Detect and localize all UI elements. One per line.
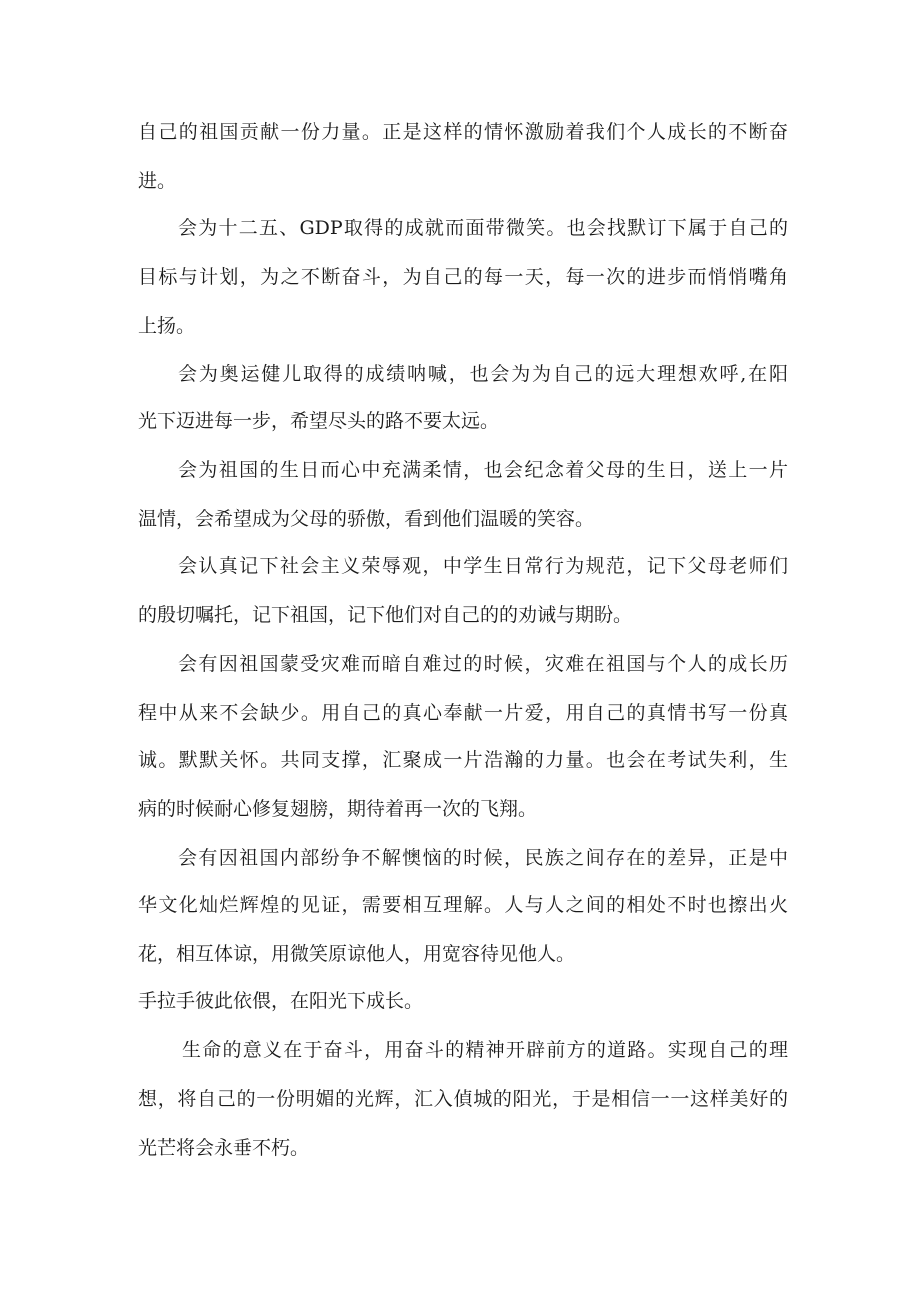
- text-line: 华文化灿烂辉煌的见证，需要相互理解。人与人之间的相处不时也擦出火: [138, 894, 788, 916]
- paragraph-first-line: 会认真记下社会主义荣辱观，中学生日常行为规范，记下父母老师们: [178, 555, 788, 577]
- text-line: 温情，会希望成为父母的骄傲，看到他们温暖的笑容。: [138, 508, 595, 530]
- text-line: 花，相互体谅，用微笑原谅他人，用宽容待见他人。: [138, 943, 576, 965]
- text-line: 光芒将会永垂不朽。: [138, 1137, 310, 1159]
- text-line: 进。: [138, 170, 177, 192]
- text-line: 手拉手彼此依偎，在阳光下成长。: [138, 990, 424, 1012]
- text-line: 病的时候耐心修复翅膀，期待着再一次的飞翔。: [138, 798, 538, 820]
- text-line: 上扬。: [138, 315, 196, 337]
- paragraph-first-line: 会为十二五、GDP取得的成就而面带微笑。也会找默订下属于自己的: [178, 217, 788, 239]
- text-line: 光下迈进每一步，希望尽头的路不要太远。: [138, 410, 500, 432]
- text-line: 诚。默默关怀。共同支撑，汇聚成一片浩瀚的力量。也会在考试失利，生: [138, 749, 788, 771]
- text-line: 程中从来不会缺少。用自己的真心奉献一片爱，用自己的真情书写一份真: [138, 702, 788, 724]
- paragraph-first-line: 会有因祖国蒙受灾难而暗自难过的时候，灾难在祖国与个人的成长历: [178, 653, 788, 675]
- paragraph-first-line: 会为奥运健儿取得的成绩呐喊，也会为为自己的远大理想欢呼,在阳: [178, 363, 788, 385]
- text-line: 的殷切嘱托，记下祖国，记下他们对自己的的劝诫与期盼。: [138, 604, 633, 626]
- text-line: 目标与计划，为之不断奋斗，为自己的每一天，每一次的进步而悄悄嘴角: [138, 266, 788, 288]
- paragraph-first-line: 会为祖国的生日而心中充满柔情，也会纪念着父母的生日，送上一片: [178, 459, 788, 481]
- text-line: 想，将自己的一份明媚的光辉，汇入偵城的阳光，于是相信一一这样美好的: [138, 1088, 788, 1110]
- text-line: 自己的祖国贡献一份力量。正是这样的情怀激励着我们个人成长的不断奋: [138, 121, 788, 143]
- paragraph-first-line: 生命的意义在于奋斗，用奋斗的精神开辟前方的道路。实现自己的理: [182, 1039, 788, 1061]
- paragraph-first-line: 会有因祖国内部纷争不解懊恼的时候，民族之间存在的差异，正是中: [178, 847, 788, 869]
